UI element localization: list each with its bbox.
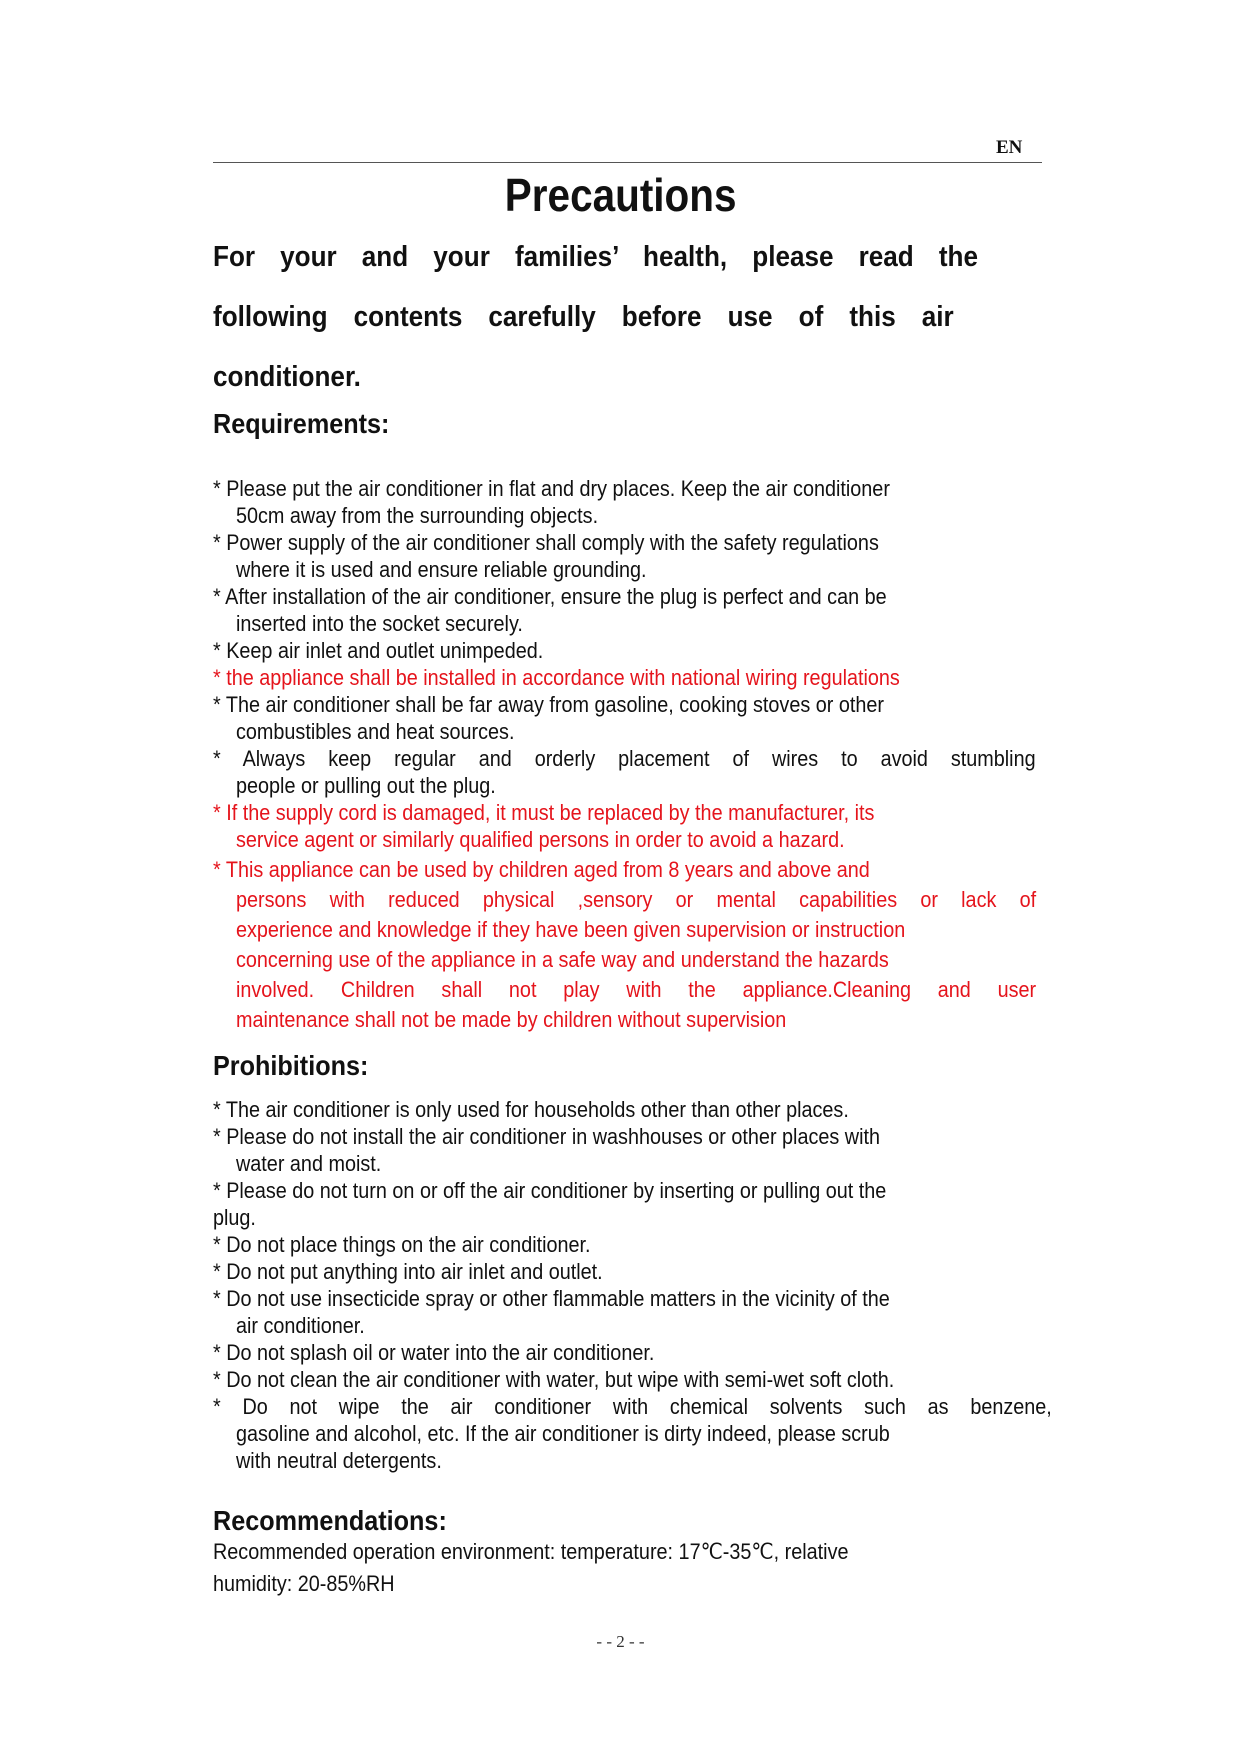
list-item bbox=[213, 1393, 1093, 1474]
list-item-line: * Do not splash oil or water into the air conditioner. bbox=[213, 1340, 655, 1365]
page-title bbox=[0, 168, 1241, 222]
list-item-line: * Please do not turn on or off the air conditioner by inserting or pulling out the bbox=[213, 1178, 887, 1203]
prohibitions-heading: Prohibitions: bbox=[213, 1050, 369, 1081]
list-item bbox=[213, 529, 1093, 583]
list-item-line: * Do not put anything into air inlet and outlet. bbox=[213, 1259, 603, 1284]
header-divider bbox=[213, 162, 1042, 163]
list-item bbox=[213, 1123, 1093, 1177]
page-title-text: Precautions bbox=[504, 169, 737, 221]
list-item-line: * Please put the air conditioner in flat and dry places. Keep the air conditioner bbox=[213, 476, 890, 501]
list-item-line: gasoline and alcohol, etc. If the air conditioner is dirty indeed, please scrub bbox=[236, 1421, 890, 1446]
list-item bbox=[213, 1285, 1093, 1339]
list-item bbox=[213, 1177, 1093, 1231]
list-item bbox=[213, 1096, 1093, 1123]
list-item-line: * This appliance can be used by children aged from 8 years and above and bbox=[213, 857, 870, 882]
list-item-line: people or pulling out the plug. bbox=[236, 773, 496, 798]
list-item-line: 50cm away from the surrounding objects. bbox=[236, 503, 599, 528]
list-item bbox=[213, 583, 1093, 637]
list-item-line: with neutral detergents. bbox=[236, 1448, 442, 1473]
list-item-line: combustibles and heat sources. bbox=[236, 719, 515, 744]
list-item-line: * Do not place things on the air conditioner. bbox=[213, 1232, 591, 1257]
intro-line-3: conditioner. bbox=[213, 361, 361, 393]
list-item bbox=[213, 1258, 1093, 1285]
list-item bbox=[213, 664, 1093, 691]
list-item-line: * Always keep regular and orderly placement of wires to avoid stumbling bbox=[213, 746, 1036, 771]
language-label: EN bbox=[996, 137, 1023, 158]
list-item-line: * The air conditioner is only used for households other than other places. bbox=[213, 1097, 849, 1122]
list-item-line: experience and knowledge if they have been given supervision or instruction bbox=[236, 917, 906, 942]
list-item-line: * If the supply cord is damaged, it must be replaced by the manufacturer, its bbox=[213, 800, 875, 825]
recommendations-line-1: Recommended operation environment: temperature: 17℃-35℃, relative bbox=[213, 1539, 849, 1564]
page-number: - - 2 - - bbox=[596, 1632, 645, 1651]
list-item bbox=[213, 799, 1093, 853]
list-item-line: * After installation of the air conditioner, ensure the plug is perfect and can be bbox=[213, 584, 887, 609]
requirements-list bbox=[213, 475, 1093, 1035]
list-item-line: concerning use of the appliance in a safe way and understand the hazards bbox=[236, 947, 889, 972]
list-item-line: where it is used and ensure reliable grounding. bbox=[236, 557, 647, 582]
list-item-line: maintenance shall not be made by children without supervision bbox=[236, 1007, 787, 1032]
requirements-heading: Requirements: bbox=[213, 408, 390, 439]
recommendations-line-2: humidity: 20-85%RH bbox=[213, 1571, 395, 1596]
list-item-line: * the appliance shall be installed in accordance with national wiring regulations bbox=[213, 665, 900, 690]
list-item-line: involved. Children shall not play with the appliance.Cleaning and user bbox=[236, 977, 1037, 1002]
list-item bbox=[213, 1231, 1093, 1258]
list-item bbox=[213, 1366, 1093, 1393]
list-item-line: persons with reduced physical ,sensory or mental capabilities or lack of bbox=[236, 887, 1037, 912]
list-item-line: water and moist. bbox=[236, 1151, 382, 1176]
list-item bbox=[213, 855, 1093, 1035]
list-item-line: * The air conditioner shall be far away from gasoline, cooking stoves or other bbox=[213, 692, 884, 717]
list-item bbox=[213, 637, 1093, 664]
list-item-line: * Do not wipe the air conditioner with chemical solvents such as benzene, bbox=[213, 1394, 1052, 1419]
list-item-line: inserted into the socket securely. bbox=[236, 611, 523, 636]
list-item-line: * Keep air inlet and outlet unimpeded. bbox=[213, 638, 544, 663]
intro-line-1: For your and your families’ health, please read the bbox=[213, 241, 978, 273]
list-item bbox=[213, 691, 1093, 745]
list-item-line: plug. bbox=[213, 1205, 256, 1230]
list-item-line: * Do not clean the air conditioner with water, but wipe with semi-wet soft cloth. bbox=[213, 1367, 895, 1392]
list-item-line: air conditioner. bbox=[236, 1313, 365, 1338]
list-item-line: * Please do not install the air conditioner in washhouses or other places with bbox=[213, 1124, 880, 1149]
list-item bbox=[213, 745, 1093, 799]
recommendations-heading: Recommendations: bbox=[213, 1505, 447, 1536]
list-item bbox=[213, 1339, 1093, 1366]
list-item-line: service agent or similarly qualified persons in order to avoid a hazard. bbox=[236, 827, 845, 852]
prohibitions-list bbox=[213, 1096, 1093, 1474]
list-item-line: * Power supply of the air conditioner shall comply with the safety regulations bbox=[213, 530, 879, 555]
intro-line-2: following contents carefully before use of this air bbox=[213, 301, 954, 333]
list-item bbox=[213, 475, 1093, 529]
list-item-line: * Do not use insecticide spray or other flammable matters in the vicinity of the bbox=[213, 1286, 890, 1311]
